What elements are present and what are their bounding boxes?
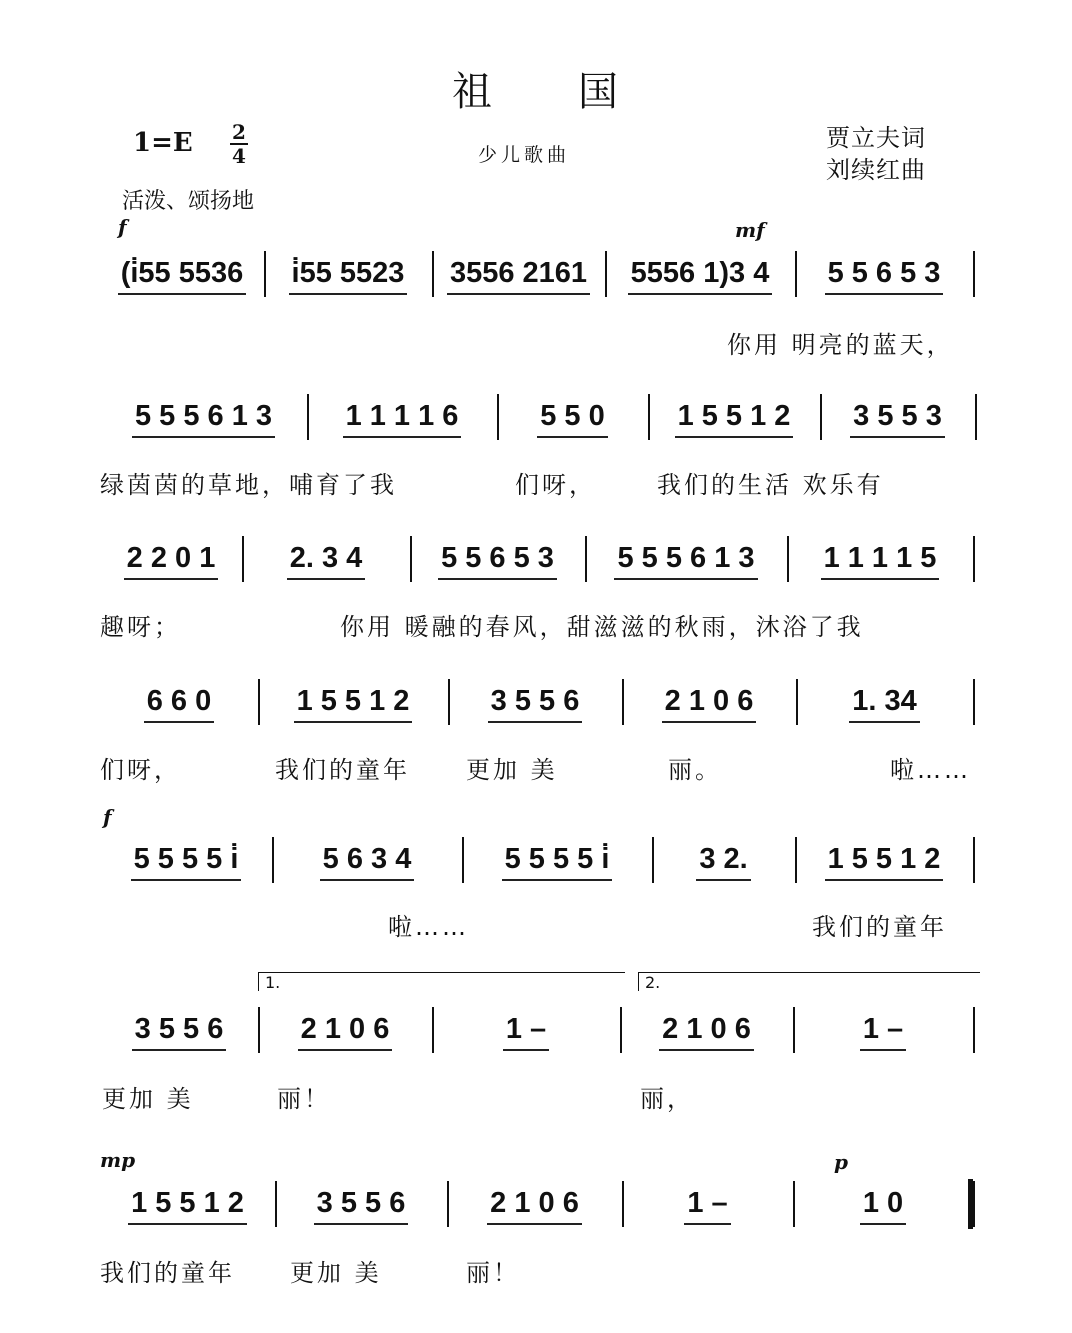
measure — [658, 841, 789, 881]
measure — [106, 540, 236, 580]
lyric-line: 丽。 — [668, 756, 722, 784]
genre-label: 少儿歌曲 — [478, 144, 571, 166]
measure — [416, 540, 579, 580]
barline — [448, 679, 450, 725]
measure-notes: 1 1 1 1 5 — [821, 542, 940, 580]
lyric-line: 趣呀； — [100, 613, 181, 641]
measure-notes: 1 – — [503, 1013, 549, 1051]
lyric-line: 我们的童年 — [100, 1259, 235, 1287]
composer: 刘续红曲 — [826, 156, 926, 184]
barline — [795, 837, 797, 883]
measure-notes: 1 – — [684, 1187, 730, 1225]
volta-bracket: 1. — [258, 972, 625, 991]
barline — [410, 536, 412, 582]
lyric-line: 啦…… — [388, 913, 469, 941]
measure — [454, 683, 616, 723]
lyric-line: 你用 明亮的蓝天， — [727, 331, 954, 359]
key-signature: 1=E — [133, 128, 193, 158]
barline — [307, 394, 309, 440]
tempo-marking: 活泼、颂扬地 — [122, 189, 255, 214]
measure — [106, 255, 258, 295]
barline — [264, 251, 266, 297]
lyric-line: 丽！ — [277, 1085, 331, 1113]
measure-notes: 6 6 0 — [144, 685, 215, 723]
measure-notes: 3 2. — [696, 843, 750, 881]
time-bottom: 4 — [232, 144, 246, 168]
measure — [826, 398, 969, 438]
measure-notes: 1 5 5 1 2 — [128, 1187, 247, 1225]
measure — [106, 683, 252, 723]
measure-notes: 2 1 0 6 — [298, 1013, 393, 1051]
lyric-line: 丽， — [640, 1085, 694, 1113]
measure-notes: 5 5 5 6 1 3 — [132, 400, 275, 438]
barline — [242, 536, 244, 582]
measure — [801, 255, 967, 295]
measure — [468, 841, 646, 881]
final-barline — [968, 1179, 973, 1229]
measure-notes: 3556 2161 — [447, 257, 590, 295]
measure-notes: (i̇55 5536 — [118, 257, 247, 295]
volta-bracket: 2. — [638, 972, 980, 991]
measure-notes: 5 5 5 5 i̇ — [502, 843, 613, 881]
measure-notes: 1 5 5 1 2 — [294, 685, 413, 723]
measure-notes: 1 1 1 1 6 — [343, 400, 462, 438]
barline — [973, 536, 975, 582]
measure — [801, 841, 967, 881]
measure — [281, 1185, 441, 1225]
time-top: 2 — [232, 120, 246, 144]
measure — [438, 1011, 614, 1051]
measure-notes: 2 1 0 6 — [662, 685, 757, 723]
barline — [793, 1007, 795, 1053]
lyric-line: 啦…… — [890, 756, 971, 784]
lyric-line: 你用 暖融的春风，甜滋滋的秋雨，沐浴了我 — [340, 613, 864, 641]
lyric-line: 丽！ — [466, 1259, 520, 1287]
measure-notes: 3 5 5 3 — [850, 400, 945, 438]
lyric-line: 绿茵茵的草地，哺育了我 — [100, 471, 397, 499]
measure-notes: 5 6 3 4 — [320, 843, 415, 881]
measure-notes: 2 1 0 6 — [487, 1187, 582, 1225]
measure — [106, 1185, 269, 1225]
measure — [802, 683, 967, 723]
measure-notes: i̇55 5523 — [289, 257, 408, 295]
measure — [270, 255, 426, 295]
barline — [462, 837, 464, 883]
lyric-line: 更加 美 — [466, 756, 558, 784]
barline — [258, 1007, 260, 1053]
barline — [795, 251, 797, 297]
measure-notes: 5 5 6 5 3 — [825, 257, 944, 295]
measure — [278, 841, 456, 881]
measure-notes: 3 5 5 6 — [132, 1013, 227, 1051]
measure — [799, 1011, 967, 1051]
measure — [264, 683, 442, 723]
measure — [628, 1185, 787, 1225]
measure-notes: 5 5 5 5 i̇ — [131, 843, 242, 881]
measure — [248, 540, 404, 580]
lyric-line: 我们的童年 — [812, 913, 947, 941]
measure — [799, 1185, 967, 1225]
measure-notes: 1. 34 — [849, 685, 920, 723]
measure-notes: 1 5 5 1 2 — [825, 843, 944, 881]
barline — [272, 837, 274, 883]
measure — [264, 1011, 426, 1051]
lyric-line: 更加 美 — [290, 1259, 382, 1287]
song-title: 祖 国 — [452, 69, 620, 115]
measure — [626, 1011, 787, 1051]
barline — [648, 394, 650, 440]
measure — [106, 398, 301, 438]
lyric-line: 们呀， — [515, 471, 596, 499]
measure — [628, 683, 790, 723]
dynamic-marking: f — [103, 805, 112, 829]
lyric-line: 更加 美 — [102, 1085, 194, 1113]
measure-notes: 5 5 6 5 3 — [438, 542, 557, 580]
measure-notes: 5 5 5 6 1 3 — [614, 542, 757, 580]
measure-notes: 1 0 — [860, 1187, 906, 1225]
barline — [652, 837, 654, 883]
lyric-line: 们呀， — [100, 756, 181, 784]
measure-notes: 1 – — [860, 1013, 906, 1051]
lyricist: 贾立夫词 — [826, 124, 926, 152]
measure — [591, 540, 781, 580]
barline — [432, 251, 434, 297]
barline — [973, 679, 975, 725]
measure — [793, 540, 967, 580]
barline — [622, 679, 624, 725]
measure — [313, 398, 491, 438]
measure-notes: 3 5 5 6 — [488, 685, 583, 723]
barline — [793, 1181, 795, 1227]
measure-notes: 2 1 0 6 — [659, 1013, 754, 1051]
barline — [497, 394, 499, 440]
measure — [106, 1011, 252, 1051]
measure-notes: 3 5 5 6 — [314, 1187, 409, 1225]
barline — [432, 1007, 434, 1053]
barline — [975, 394, 977, 440]
dynamic-marking: mp — [100, 1148, 136, 1172]
barline — [605, 251, 607, 297]
barline — [258, 679, 260, 725]
lyric-line: 我们的童年 — [275, 756, 410, 784]
measure-notes: 5 5 0 — [537, 400, 608, 438]
measure — [438, 255, 599, 295]
measure — [503, 398, 642, 438]
dynamic-marking: mf — [735, 218, 765, 242]
measure-notes: 2. 3 4 — [287, 542, 366, 580]
barline — [620, 1007, 622, 1053]
measure-notes: 5556 1)3 4 — [628, 257, 773, 295]
barline — [622, 1181, 624, 1227]
measure — [106, 841, 266, 881]
barline — [973, 1181, 975, 1227]
measure — [453, 1185, 616, 1225]
dynamic-marking: f — [118, 215, 127, 239]
barline — [973, 1007, 975, 1053]
lyric-line: 我们的生活 欢乐有 — [657, 471, 884, 499]
dynamic-marking: p — [834, 1150, 848, 1174]
barline — [275, 1181, 277, 1227]
barline — [447, 1181, 449, 1227]
measure-notes: 1 5 5 1 2 — [675, 400, 794, 438]
barline — [585, 536, 587, 582]
barline — [787, 536, 789, 582]
measure — [654, 398, 814, 438]
time-signature — [230, 122, 248, 166]
barline — [820, 394, 822, 440]
measure — [611, 255, 789, 295]
barline — [973, 837, 975, 883]
barline — [973, 251, 975, 297]
measure-notes: 2 2 0 1 — [124, 542, 219, 580]
barline — [796, 679, 798, 725]
